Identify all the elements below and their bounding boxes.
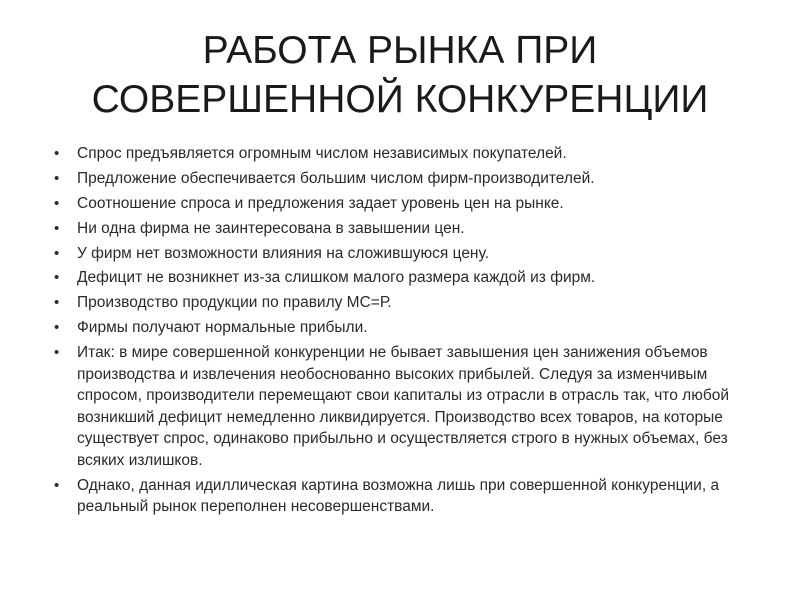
slide-title <box>40 26 760 124</box>
bullet-item: • У фирм нет возможности влияния на сложившуюся цену. <box>54 243 759 265</box>
bullet-item: • Итак: в мире совершенной конкуренции не бывает завышения цен занижения объемов производства и извлечения необоснованно высоких прибылей. Следуя за изменчивым спросом, производители перемещают свои капиталы из отрасли в отрасль так, что любой возникший дефицит немедленно ликвидируется. Производство всех товаров, на которые существует спрос, одинаково прибыльно и осуществляется строго в нужных объемах, без всяких излишков. <box>54 342 759 471</box>
bullet-item: • Предложение обеспечивается большим числом фирм-производителей. <box>54 168 759 190</box>
bullet-item: • Однако, данная идиллическая картина возможна лишь при совершенной конкуренции, а реальный рынок переполнен несовершенствами. <box>54 475 759 518</box>
bullet-item: • Производство продукции по правилу МС=Р. <box>54 292 759 314</box>
bullet-item: • Ни одна фирма не заинтересована в завышении цен. <box>54 218 759 240</box>
bullet-item: • Фирмы получают нормальные прибыли. <box>54 317 759 339</box>
bullet-item: • Соотношение спроса и предложения задает уровень цен на рынке. <box>54 193 759 215</box>
bullet-item: • Спрос предъявляется огромным числом независимых покупателей. <box>54 143 759 165</box>
bullet-item: • Дефицит не возникнет из-за слишком малого размера каждой из фирм. <box>54 267 759 289</box>
bullet-list <box>54 143 759 521</box>
slide-title-line: РАБОТА РЫНКА ПРИ <box>202 29 598 72</box>
slide-title-line: СОВЕРШЕННОЙ КОНКУРЕНЦИИ <box>91 78 709 121</box>
